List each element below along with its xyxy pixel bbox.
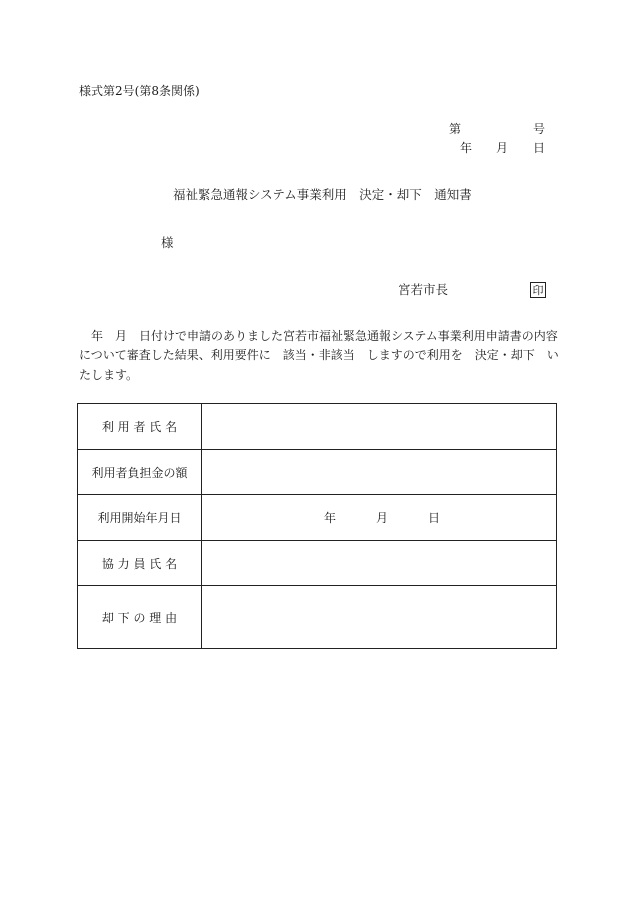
start-date-day: 日 bbox=[428, 511, 441, 525]
body-line-2: について審査した結果、利用要件に 該当・非該当 しますので利用を 決定・却下 い bbox=[79, 348, 559, 362]
start-date-year: 年 bbox=[324, 511, 337, 525]
value-start-date[interactable] bbox=[202, 495, 557, 541]
label-helper-name: 協 力 員 氏 名 bbox=[78, 541, 202, 586]
table-row-rejection-reason bbox=[78, 586, 557, 649]
document-title: 福祉緊急通報システム事業利用 決定・却下 通知書 bbox=[173, 187, 472, 202]
value-user-name[interactable] bbox=[202, 404, 557, 450]
issuer-name: 宮若市長 bbox=[398, 282, 449, 297]
table-row-helper-name bbox=[78, 541, 557, 586]
seal-mark: 印 bbox=[530, 282, 546, 298]
body-line-1: 年 月 日付けで申請のありました宮若市福祉緊急通報システム事業利用申請書の内容 bbox=[91, 329, 558, 343]
value-helper-name[interactable] bbox=[202, 541, 557, 586]
addressee-suffix: 様 bbox=[161, 235, 174, 250]
value-user-fee[interactable] bbox=[202, 450, 557, 495]
label-start-date: 利用開始年月日 bbox=[78, 495, 202, 541]
table-row-user-name bbox=[78, 404, 557, 450]
start-date-fields bbox=[202, 509, 556, 526]
header-date-month: 月 bbox=[496, 141, 509, 155]
value-rejection-reason[interactable] bbox=[202, 586, 557, 649]
header-date-year: 年 bbox=[460, 141, 473, 155]
header-date-day: 日 bbox=[533, 141, 546, 155]
table-row-user-fee bbox=[78, 450, 557, 495]
info-table bbox=[77, 403, 557, 649]
label-rejection-reason: 却 下 の 理 由 bbox=[78, 586, 202, 649]
doc-number-prefix: 第 bbox=[449, 122, 462, 136]
doc-number-suffix: 号 bbox=[533, 122, 546, 136]
label-user-fee: 利用者負担金の額 bbox=[78, 450, 202, 495]
form-number-label: 様式第2号(第8条関係) bbox=[79, 84, 200, 98]
label-user-name: 利 用 者 氏 名 bbox=[78, 404, 202, 450]
start-date-month: 月 bbox=[376, 511, 389, 525]
body-line-3: たします。 bbox=[79, 368, 139, 382]
table-row-start-date bbox=[78, 495, 557, 541]
